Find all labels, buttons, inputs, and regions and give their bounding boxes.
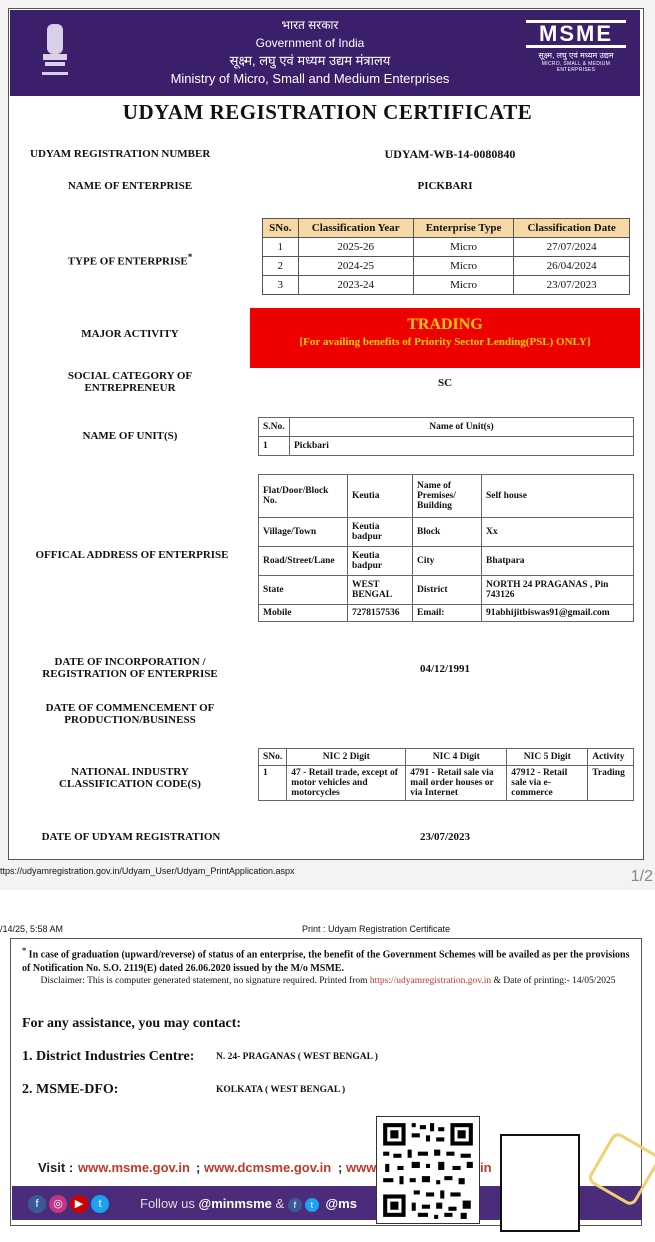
table-cell: 1	[259, 766, 287, 801]
table-cell: 2023-24	[298, 276, 413, 295]
table-cell: 2024-25	[298, 257, 413, 276]
twitter-icon[interactable]: t	[91, 1195, 109, 1213]
commencement-label-line1: DATE OF COMMENCEMENT OF	[45, 702, 215, 714]
table-row	[259, 547, 634, 576]
table-cell: NORTH 24 PRAGANAS , Pin 743126	[482, 576, 634, 605]
table-cell: Pickbari	[290, 437, 634, 456]
dic-value: N. 24- PRAGANAS ( WEST BENGAL )	[216, 1052, 378, 1062]
msme-logo-hindi: सूक्ष्म, लघु एवं मध्यम उद्यम	[538, 51, 614, 60]
hindi-ministry-text: सूक्ष्म, लघु एवं मध्यम उद्यम मंत्रालय	[229, 53, 391, 68]
msme-logo-sub: MICRO, SMALL & MEDIUM ENTERPRISES	[541, 61, 611, 73]
follow-amp: &	[275, 1196, 285, 1211]
nic-table	[258, 748, 634, 801]
major-activity-label: MAJOR ACTIVITY	[81, 328, 179, 340]
follow-pre: Follow us	[140, 1196, 195, 1211]
follow-text	[140, 1196, 357, 1212]
msme-dfo-label: 2. MSME-DFO:	[22, 1082, 119, 1097]
table-row	[259, 437, 634, 456]
hindi-gov-text: भारत सरकार	[281, 18, 339, 32]
table-header-row	[263, 219, 630, 238]
certificate-title: UDYAM REGISTRATION CERTIFICATE	[122, 100, 533, 124]
table-cell: 2	[263, 257, 299, 276]
table-cell: 91abhijitbiswas91@gmail.com	[482, 605, 634, 622]
table-row	[259, 576, 634, 605]
commencement-label	[30, 702, 230, 726]
table-cell: Micro	[413, 238, 513, 257]
nic-label	[30, 766, 230, 790]
note-star: *	[22, 946, 27, 955]
type-label-text: TYPE OF ENTERPRISE	[67, 255, 188, 268]
table-row	[259, 605, 634, 622]
address-table	[258, 474, 634, 622]
table-header: NIC 4 Digit	[406, 749, 507, 766]
table-cell: Keutia	[348, 475, 413, 518]
incorporation-label-line2: REGISTRATION OF ENTERPRISE	[42, 668, 218, 680]
print-url: ttps://udyamregistration.gov.in/Udyam_User/Udyam_PrintApplication.aspx	[0, 866, 295, 876]
reg-number-value: UDYAM-WB-14-0080840	[384, 147, 516, 161]
table-cell: 26/04/2024	[514, 257, 630, 276]
table-header: Classification Date	[514, 219, 630, 238]
table-header: Enterprise Type	[413, 219, 513, 238]
dic-label: 1. District Industries Centre:	[22, 1049, 195, 1064]
type-label	[30, 252, 230, 268]
table-header: S.No.	[259, 418, 290, 437]
table-row	[259, 766, 634, 801]
udyam-date-value: 23/07/2023	[419, 831, 471, 843]
social-category-label-line1: SOCIAL CATEGORY OF	[67, 370, 193, 382]
table-header: SNo.	[259, 749, 287, 766]
note-text: In case of graduation (upward/reverse) of status of an enterprise, the benefit of the Government Schemes will be availed as per the provisions of Notification No. S.O. 2119(E) dated 26.06.2020 issued by the M/o MSME.	[22, 949, 630, 975]
visit-label: Visit :	[38, 1160, 74, 1175]
dcmsme-site-link[interactable]: www.dcmsme.gov.in	[204, 1160, 332, 1175]
national-emblem-icon	[38, 20, 72, 82]
reg-number-label: UDYAM REGISTRATION NUMBER	[30, 148, 211, 160]
table-cell: Village/Town	[259, 518, 348, 547]
disclaimer-link[interactable]: https://udyamregistration.gov.in	[369, 976, 492, 986]
msme-site-link[interactable]: www.msme.gov.in	[78, 1160, 190, 1175]
table-cell: Trading	[588, 766, 634, 801]
facebook-icon[interactable]: f	[288, 1198, 302, 1212]
incorporation-date: 04/12/1991	[419, 663, 471, 675]
table-cell: District	[413, 576, 482, 605]
table-row	[259, 518, 634, 547]
print-datetime: /14/25, 5:58 AM	[0, 924, 64, 934]
table-cell: 3	[263, 276, 299, 295]
disclaimer-date: & Date of printing:- 14/05/2025	[493, 976, 616, 986]
table-row	[259, 475, 634, 518]
instagram-icon[interactable]: ◎	[49, 1195, 67, 1213]
facebook-icon[interactable]: f	[28, 1195, 46, 1213]
table-cell: 47 - Retail trade, except of motor vehicles and motorcycles	[287, 766, 406, 801]
table-cell: 27/07/2024	[514, 238, 630, 257]
table-header: Classification Year	[298, 219, 413, 238]
table-cell: Xx	[482, 518, 634, 547]
msme-logo-word: MSME	[526, 20, 626, 48]
enterprise-name-label: NAME OF ENTERPRISE	[67, 180, 193, 192]
table-header-row	[259, 418, 634, 437]
page-number: 1/2	[630, 868, 653, 885]
major-activity-box	[250, 308, 640, 368]
header-banner	[10, 10, 640, 96]
table-header: NIC 5 Digit	[507, 749, 588, 766]
table-cell: Email:	[413, 605, 482, 622]
commencement-label-line2: PRODUCTION/BUSINESS	[64, 714, 196, 726]
table-cell: Self house	[482, 475, 634, 518]
units-label: NAME OF UNIT(S)	[82, 430, 178, 442]
youtube-icon[interactable]: ▶	[70, 1195, 88, 1213]
nic-label-line1: NATIONAL INDUSTRY	[71, 766, 189, 778]
social-category-label-line2: ENTREPRENEUR	[84, 382, 176, 394]
table-cell: WEST BENGAL	[348, 576, 413, 605]
table-cell: Block	[413, 518, 482, 547]
table-row	[263, 257, 630, 276]
table-header: NIC 2 Digit	[287, 749, 406, 766]
incorporation-label	[30, 656, 230, 680]
follow-tail: @ms	[325, 1196, 357, 1211]
follow-handle[interactable]: @minmsme	[198, 1196, 272, 1211]
msme-logo	[526, 20, 626, 73]
table-cell: State	[259, 576, 348, 605]
table-row	[263, 238, 630, 257]
gov-text: Government of India	[255, 36, 365, 50]
address-label: OFFICAL ADDRESS OF ENTERPRISE	[35, 549, 229, 561]
table-header-row	[259, 749, 634, 766]
table-header: Activity	[588, 749, 634, 766]
visit-separator: ;	[196, 1160, 201, 1175]
table-cell: Name of Premises/ Building	[413, 475, 482, 518]
table-cell: 7278157536	[348, 605, 413, 622]
table-header: Name of Unit(s)	[290, 418, 634, 437]
print-title: Print : Udyam Registration Certificate	[302, 924, 451, 934]
table-cell: Flat/Door/Block No.	[259, 475, 348, 518]
qr-code-icon	[376, 1116, 480, 1224]
third-site-link[interactable]: www	[346, 1160, 377, 1175]
table-cell: City	[413, 547, 482, 576]
table-cell: 23/07/2023	[514, 276, 630, 295]
table-cell: 2025-26	[298, 238, 413, 257]
udyam-date-label: DATE OF UDYAM REGISTRATION	[41, 831, 221, 843]
table-cell: 47912 - Retail sale via e-commerce	[507, 766, 588, 801]
enterprise-type-table	[262, 218, 630, 295]
third-site-tail: in	[480, 1160, 492, 1175]
table-cell: Keutia badpur	[348, 518, 413, 547]
enterprise-name-value: PICKBARI	[417, 180, 473, 192]
disclaimer-text: Disclaimer: This is computer generated statement, no signature required. Printed from	[40, 976, 368, 986]
visit-separator: ;	[338, 1160, 343, 1175]
units-table	[258, 417, 634, 456]
table-cell: 1	[263, 238, 299, 257]
incorporation-label-line1: DATE OF INCORPORATION /	[54, 656, 206, 668]
disclaimer	[22, 975, 634, 987]
table-row	[263, 276, 630, 295]
social-icons	[28, 1194, 112, 1213]
social-category-label	[30, 370, 230, 394]
twitter-icon[interactable]: t	[305, 1198, 319, 1212]
table-cell: 4791 - Retail sale via mail order houses or via Internet	[406, 766, 507, 801]
table-cell: 1	[259, 437, 290, 456]
major-activity-value: TRADING	[407, 316, 483, 333]
type-label-star: *	[187, 252, 193, 262]
table-header: SNo.	[263, 219, 299, 238]
major-activity-note: [For availing benefits of Priority Sector Lending(PSL) ONLY]	[299, 336, 591, 348]
graduation-note	[22, 944, 634, 976]
table-cell: Micro	[413, 276, 513, 295]
table-cell: Micro	[413, 257, 513, 276]
table-cell: Road/Street/Lane	[259, 547, 348, 576]
assistance-heading: For any assistance, you may contact:	[22, 1016, 242, 1031]
table-cell: Mobile	[259, 605, 348, 622]
msme-dfo-value: KOLKATA ( WEST BENGAL )	[216, 1085, 346, 1095]
table-cell: Keutia badpur	[348, 547, 413, 576]
blank-frame	[500, 1134, 580, 1232]
ministry-text: Ministry of Micro, Small and Medium Enterprises	[170, 71, 450, 86]
table-cell: Bhatpara	[482, 547, 634, 576]
social-category-value: SC	[437, 377, 453, 389]
nic-label-line2: CLASSIFICATION CODE(S)	[59, 778, 201, 790]
